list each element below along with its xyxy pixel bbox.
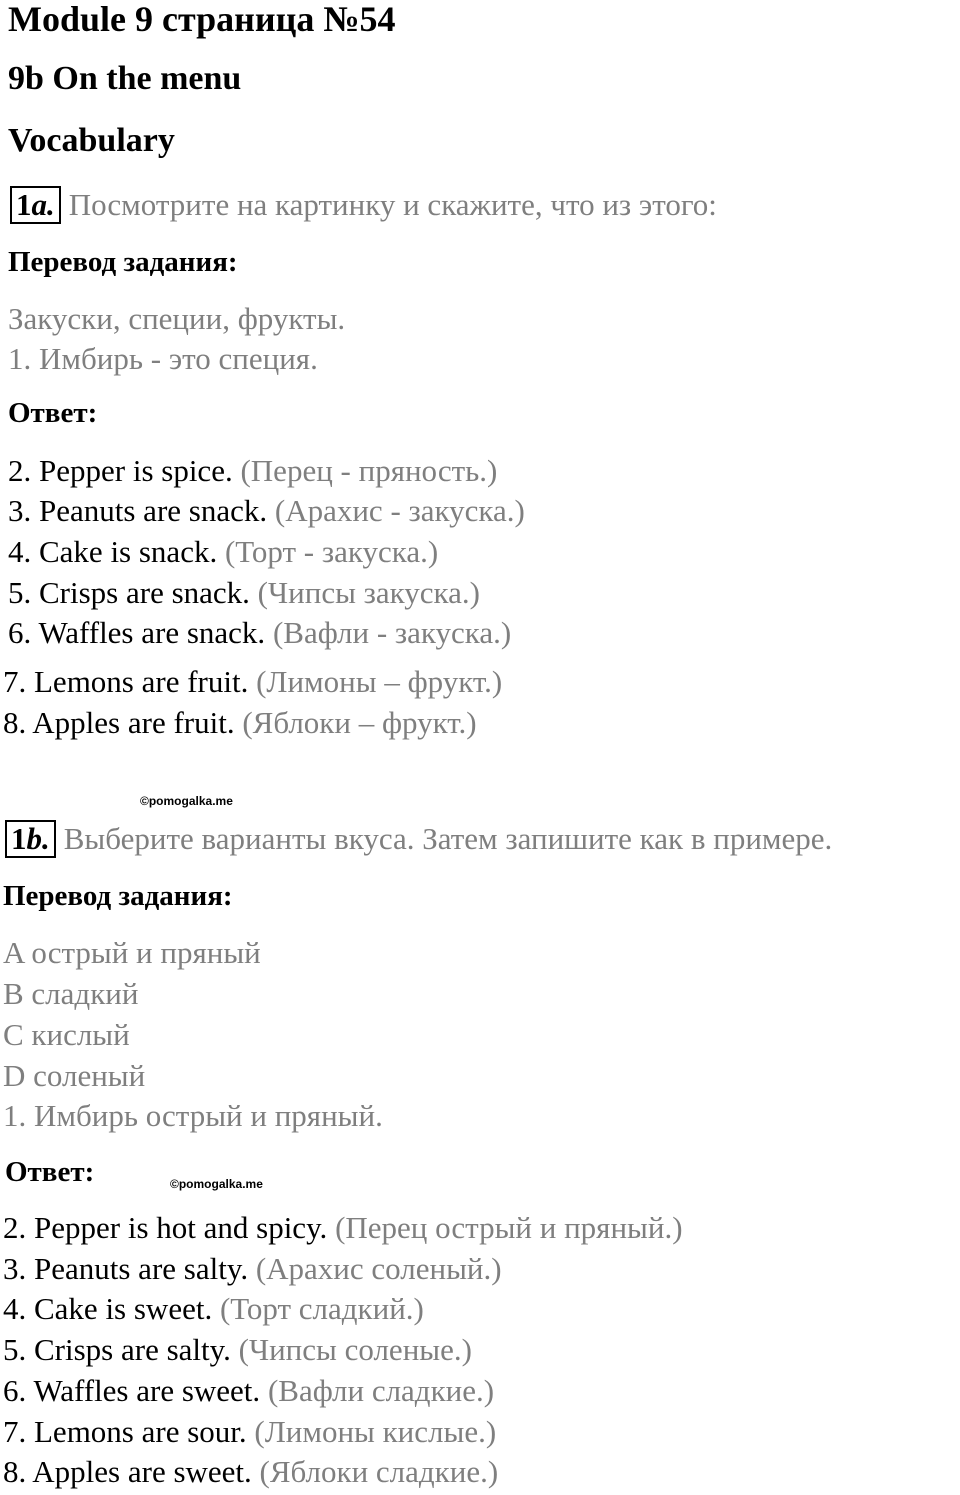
answer-heading: Ответ: <box>8 397 98 429</box>
answer-line: 5. Crisps are snack. (Чипсы закуска.) <box>8 575 480 610</box>
watermark: ©pomogalka.me <box>170 1177 263 1191</box>
translation-line: 1. Имбирь - это специя. <box>8 341 318 376</box>
answer-line: 8. Apples are fruit. (Яблоки – фрукт.) <box>3 705 477 740</box>
task-instruction: Посмотрите на картинку и скажите, что из этого: <box>68 187 717 222</box>
answer-line: 2. Pepper is spice. (Перец - пряность.) <box>8 453 498 488</box>
translation-line: Закуски, специи, фрукты. <box>8 301 346 336</box>
watermark: ©pomogalka.me <box>140 794 233 808</box>
answer-line: 4. Cake is sweet. (Торт сладкий.) <box>3 1291 424 1326</box>
translation-line: A острый и пряный <box>3 935 261 970</box>
translation-line: B сладкий <box>3 976 139 1011</box>
task-1b-row <box>5 820 832 858</box>
translation-line: D соленый <box>3 1058 146 1093</box>
translation-heading: Перевод задания: <box>8 246 238 278</box>
task-number-badge: 1a. <box>10 186 61 224</box>
page-title: Module 9 страница №54 <box>8 0 396 39</box>
lesson-title: 9b On the menu <box>8 60 242 97</box>
translation-heading: Перевод задания: <box>3 880 233 912</box>
translation-line: C кислый <box>3 1017 130 1052</box>
answer-line: 2. Pepper is hot and spicy. (Перец острый и пряный.) <box>3 1210 683 1245</box>
answer-line: 3. Peanuts are salty. (Арахис соленый.) <box>3 1251 502 1286</box>
task-number-badge: 1b. <box>5 820 56 858</box>
task-instruction: Выберите варианты вкуса. Затем запишите как в примере. <box>63 821 833 856</box>
translation-line: 1. Имбирь острый и пряный. <box>3 1098 383 1133</box>
answer-line: 4. Cake is snack. (Торт - закуска.) <box>8 534 439 569</box>
section-title: Vocabulary <box>8 122 175 159</box>
answer-line: 7. Lemons are sour. (Лимоны кислые.) <box>3 1414 497 1449</box>
answer-line: 3. Peanuts are snack. (Арахис - закуска.) <box>8 493 525 528</box>
answer-line: 6. Waffles are snack. (Вафли - закуска.) <box>8 615 512 650</box>
answer-line: 5. Crisps are salty. (Чипсы соленые.) <box>3 1332 472 1367</box>
answer-heading: Ответ: <box>5 1156 95 1188</box>
task-1a-row <box>10 186 717 224</box>
answer-line: 6. Waffles are sweet. (Вафли сладкие.) <box>3 1373 495 1408</box>
answer-line: 8. Apples are sweet. (Яблоки сладкие.) <box>3 1454 499 1489</box>
answer-line: 7. Lemons are fruit. (Лимоны – фрукт.) <box>3 664 503 699</box>
